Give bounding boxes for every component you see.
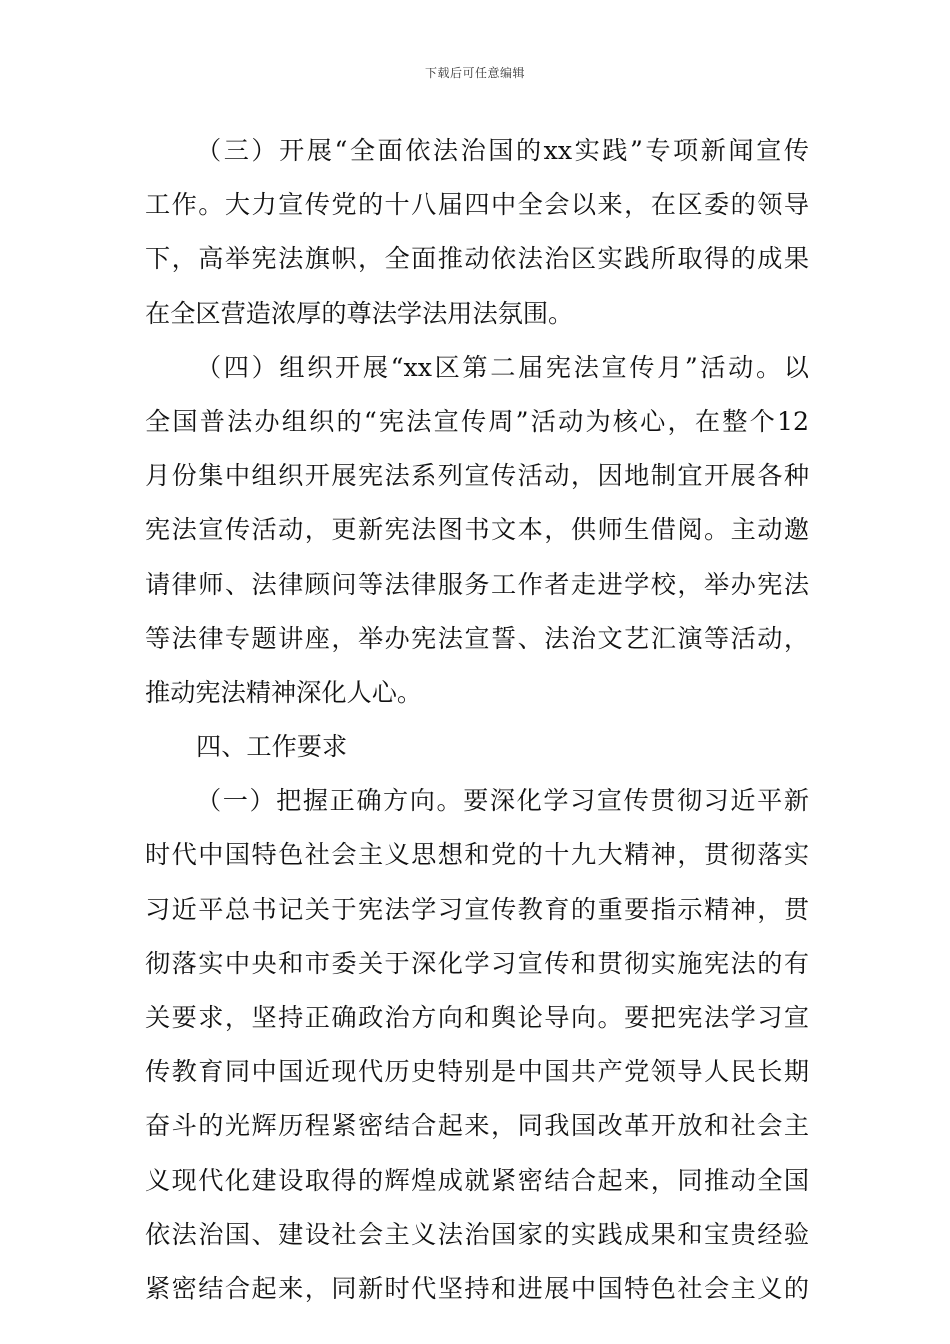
text-line: 宪法宣传活动，更新宪法图书文本，供师生借阅。主动邀	[145, 515, 809, 545]
text-line: 全国普法办组织的“宪法宣传周”活动为核心，在整个12	[145, 406, 809, 436]
text-line: 在全区营造浓厚的尊法学法用法氛围。	[145, 298, 574, 328]
text-line: 下，高举宪法旗帜，全面推动依法治区实践所取得的成果	[145, 244, 809, 274]
document-body	[145, 124, 809, 1316]
text-line: 依法治国、建设社会主义法治国家的实践成果和宝贵经验	[145, 1219, 809, 1249]
paragraph-3	[145, 124, 809, 341]
text-line: 工作。大力宣传党的十八届四中全会以来，在区委的领导	[145, 190, 809, 220]
text-line: 月份集中组织开展宪法系列宣传活动，因地制宜开展各种	[145, 461, 809, 491]
text-line: 时代中国特色社会主义思想和党的十九大精神，贯彻落实	[145, 840, 809, 870]
text-line: （四）组织开展“xx区第二届宪法宣传月”活动。以	[196, 352, 809, 382]
text-line: 紧密结合起来，同新时代坚持和进展中国特色社会主义的	[145, 1273, 809, 1303]
text-line: 奋斗的光辉历程紧密结合起来，同我国改革开放和社会主	[145, 1111, 809, 1141]
paragraph-requirements-1	[145, 774, 809, 1316]
section-heading	[145, 720, 809, 774]
text-line: 请律师、法律顾问等法律服务工作者走进学校，举办宪法	[145, 569, 809, 599]
text-line: 关要求，坚持正确政治方向和舆论导向。要把宪法学习宣	[145, 1003, 809, 1032]
text-line: 彻落实中央和市委关于深化学习宣传和贯彻实施宪法的有	[145, 948, 809, 978]
text-line: 传教育同中国近现代历史特别是中国共产党领导人民长期	[145, 1057, 809, 1087]
text-line: 等法律专题讲座，举办宪法宣誓、法治文艺汇演等活动，	[145, 623, 809, 653]
text-line: （三）开展“全面依法治国的xx实践”专项新闻宣传	[196, 136, 809, 165]
page-header: 下载后可任意编辑	[424, 66, 525, 80]
text-line: （一）把握正确方向。要深化学习宣传贯彻习近平新	[196, 786, 809, 816]
section-heading-text: 四、工作要求	[196, 732, 348, 762]
paragraph-4	[145, 341, 809, 720]
text-line: 推动宪法精神深化人心。	[145, 677, 423, 707]
text-line: 习近平总书记关于宪法学习宣传教育的重要指示精神，贯	[145, 894, 809, 924]
text-line: 义现代化建设取得的辉煌成就紧密结合起来，同推动全国	[145, 1165, 809, 1195]
